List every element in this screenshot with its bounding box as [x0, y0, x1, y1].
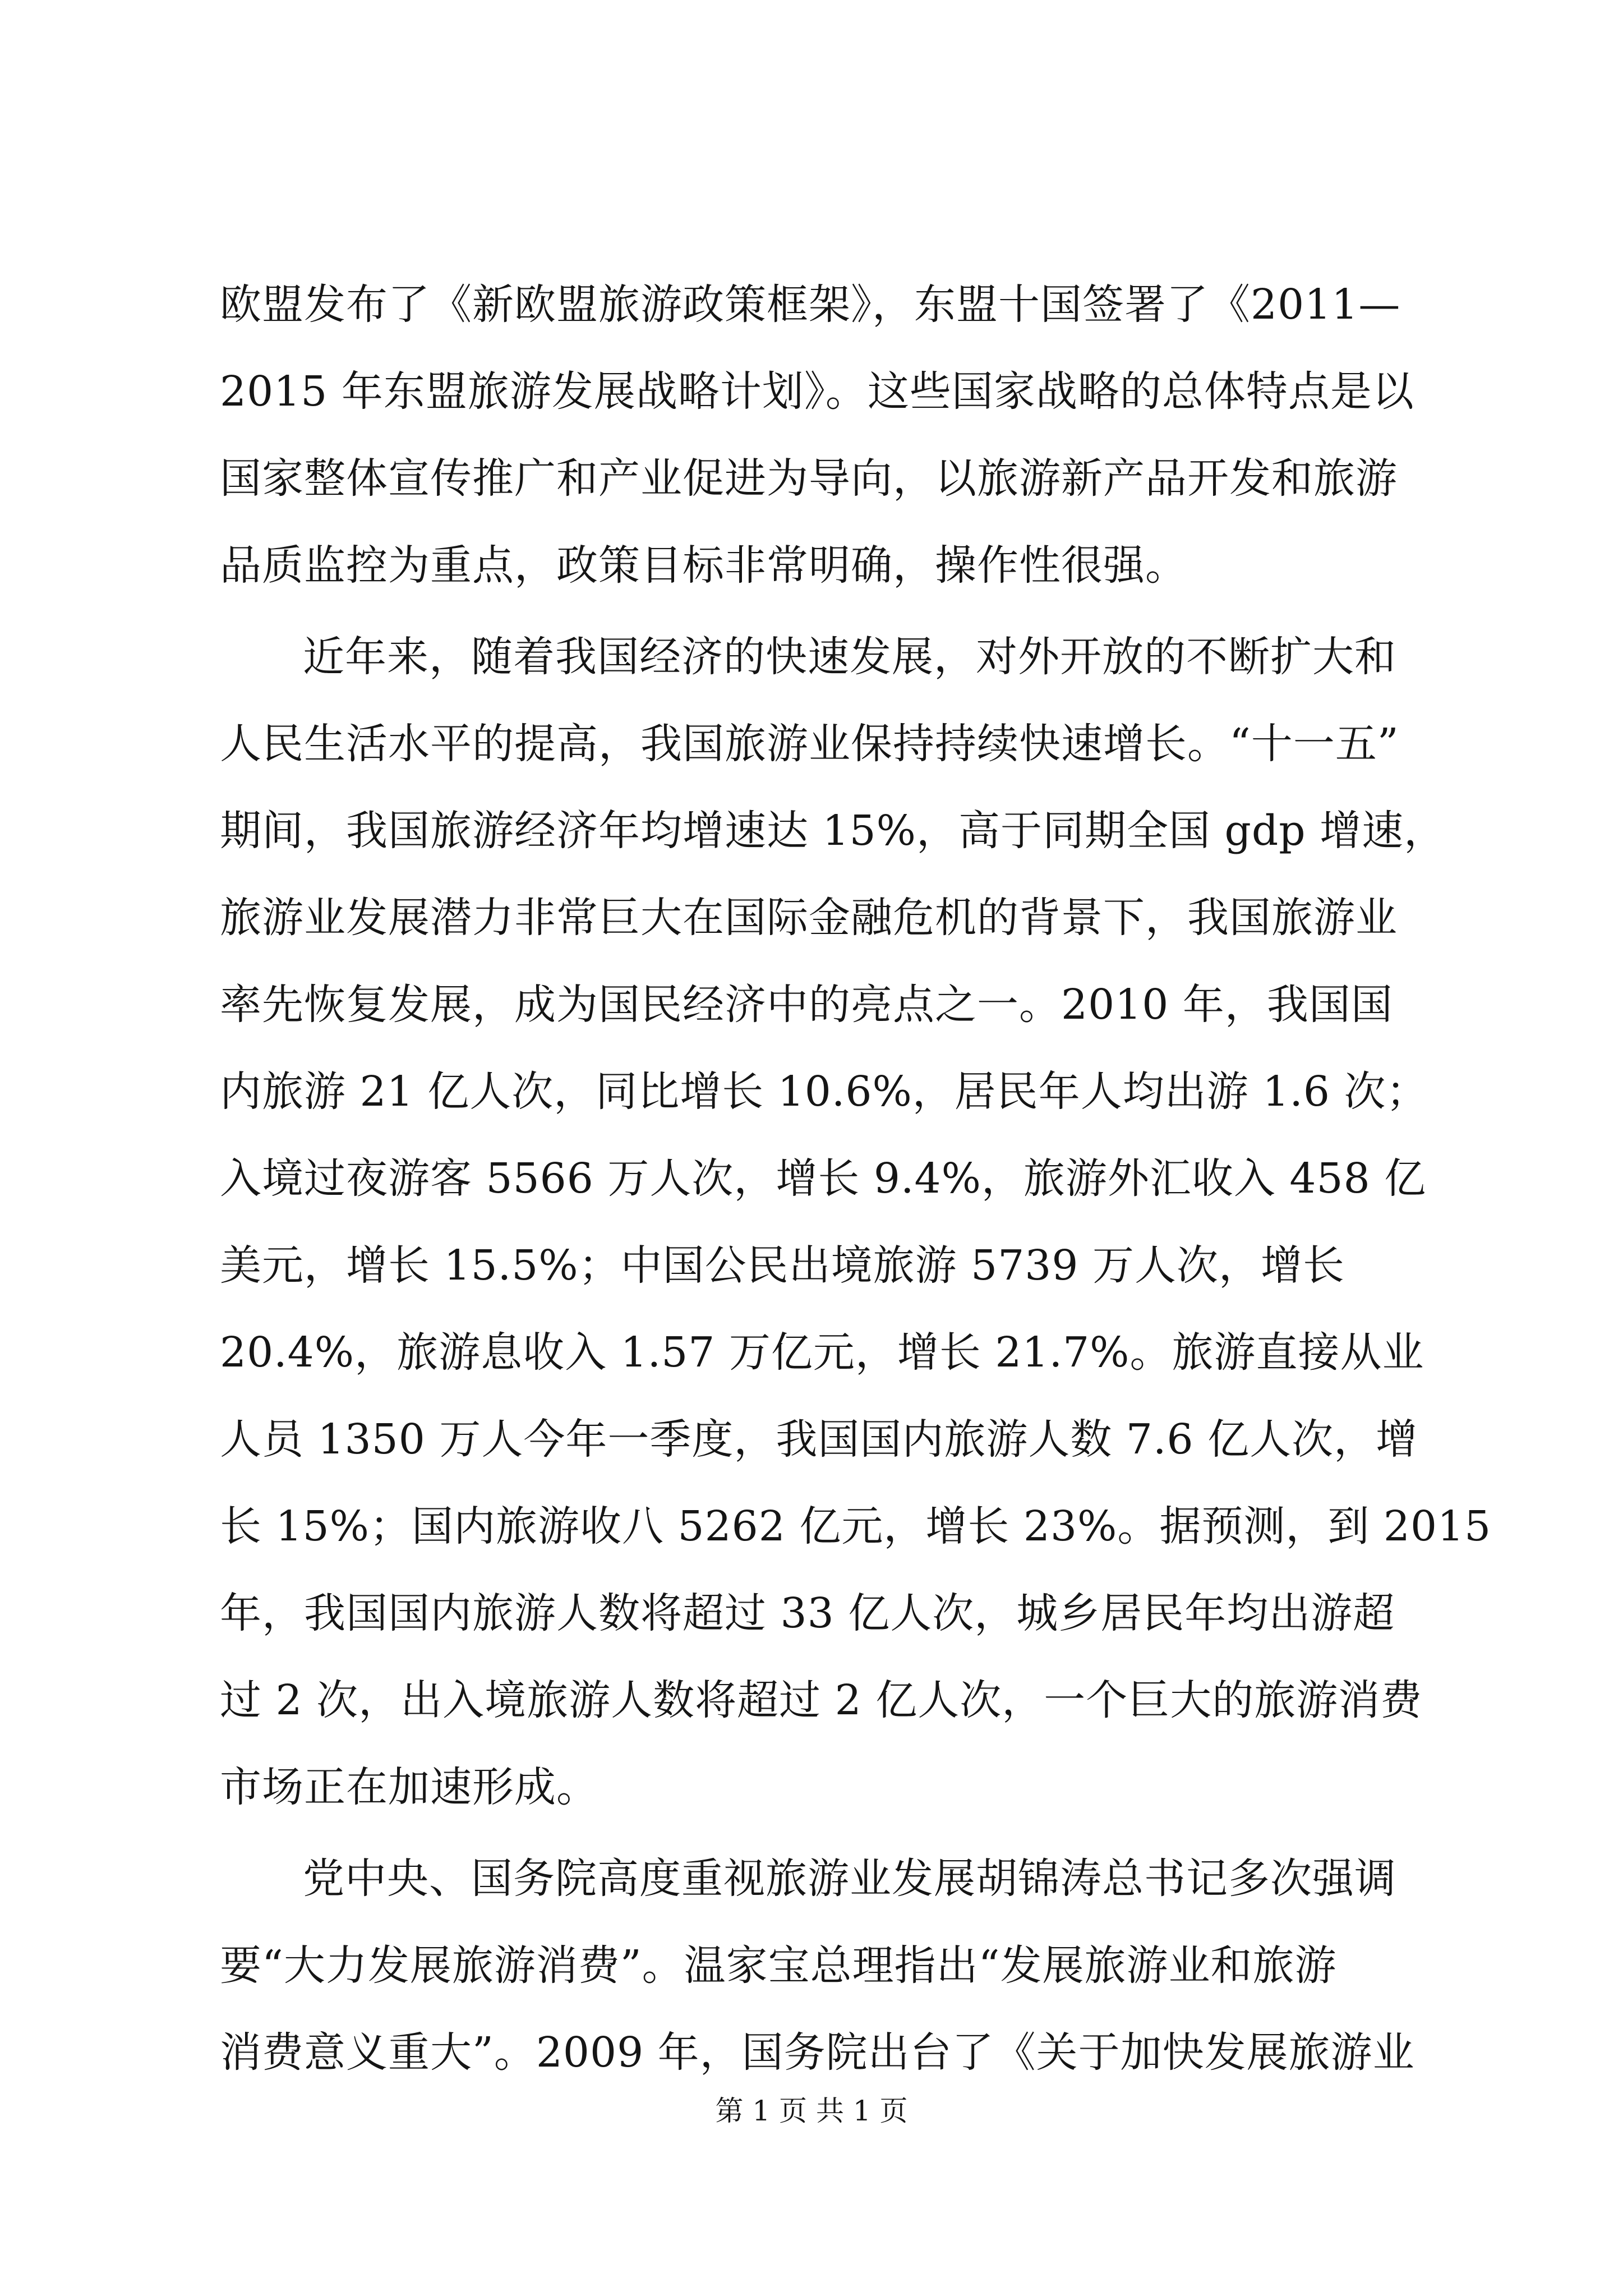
paragraph-first-line: 近年来，随着我国经济的快速发展，对外开放的不断扩大和 [303, 633, 1396, 681]
document-body [220, 261, 1492, 2096]
text-line: 美元，增长 15.5%；中国公民出境旅游 5739 万人次，增长 [220, 1241, 1345, 1290]
text-line: 内旅游 21 亿人次，同比增长 10.6%，居民年人均出游 1.6 次； [220, 1068, 1428, 1116]
text-line: 欧盟发布了《新欧盟旅游政策框架》，东盟十国签署了《2011— [220, 280, 1401, 329]
paragraph-spacer [220, 609, 1426, 614]
text-line: 人员 1350 万人今年一季度，我国国内旅游人数 7.6 亿人次，增 [220, 1415, 1418, 1464]
text-line: 国家整体宣传推广和产业促进为导向，以旅游新产品开发和旅游 [220, 454, 1398, 503]
text-line: 入境过夜游客 5566 万人次，增长 9.4%，旅游外汇收入 458 亿 [220, 1154, 1427, 1203]
text-line: 2015 年东盟旅游发展战略计划》。这些国家战略的总体特点是以 [220, 367, 1414, 416]
paragraph-first-line: 党中央、国务院高度重视旅游业发展胡锦涛总书记多次强调 [303, 1855, 1396, 1903]
text-line: 要“大力发展旅游消费”。温家宝总理指出“发展旅游业和旅游 [220, 1941, 1337, 1990]
paragraph-spacer [220, 1831, 1426, 1835]
text-line: 人民生活水平的提高，我国旅游业保持持续快速增长。“十一五” [220, 720, 1399, 768]
text-line: 年，我国国内旅游人数将超过 33 亿人次，城乡居民年均出游超 [220, 1589, 1395, 1637]
text-line: 率先恢复发展，成为国民经济中的亮点之一。2010 年，我国国 [220, 981, 1393, 1029]
text-line: 消费意义重大”。2009 年，国务院出台了《关于加快发展旅游业 [220, 2028, 1415, 2077]
page-footer: 第 1 页 共 1 页 [715, 2095, 908, 2127]
text-line: 旅游业发展潜力非常巨大在国际金融危机的背景下，我国旅游业 [220, 894, 1398, 942]
text-line: 市场正在加速形成。 [220, 1763, 598, 1811]
text-line: 20.4%，旅游息收入 1.57 万亿元，增长 21.7%。旅游直接从业 [220, 1328, 1424, 1377]
text-line: 过 2 次，出入境旅游人数将超过 2 亿人次，一个巨大的旅游消费 [220, 1676, 1423, 1724]
text-line: 期间，我国旅游经济年均增速达 15%，高于同期全国 gdp 增速， [220, 807, 1446, 855]
text-line: 长 15%；国内旅游收八 5262 亿元，增长 23%。据预测，到 2015 [220, 1502, 1492, 1550]
text-line: 品质监控为重点，政策目标非常明确，操作性很强。 [220, 541, 1187, 590]
